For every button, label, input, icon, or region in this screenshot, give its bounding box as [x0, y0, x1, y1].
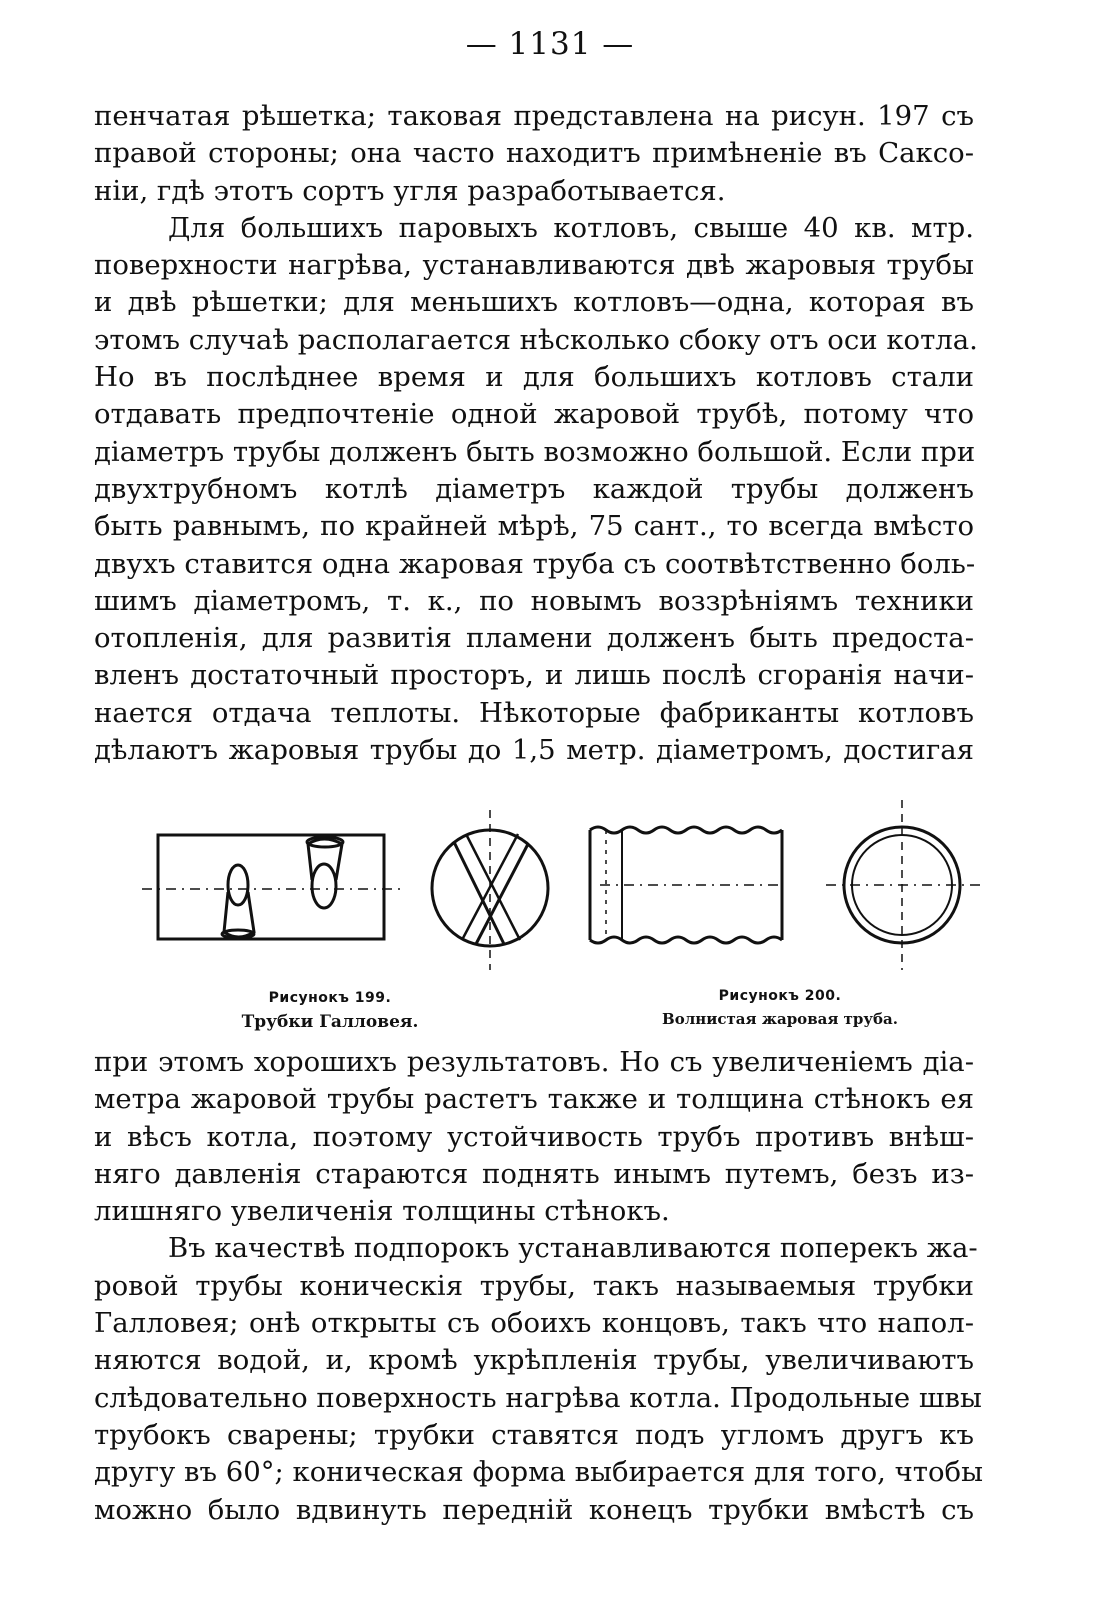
- text-line: при этомъ хорошихъ результатовъ. Но съ увеличеніемъ діа-: [94, 1046, 974, 1078]
- figure-200-title: Волнистая жаровая труба.: [662, 1010, 898, 1028]
- text-line: поверхности нагрѣва, устанавливаются двѣ жаровыя трубы: [94, 249, 974, 282]
- figure-199-cross-section: [432, 810, 548, 970]
- figure-200-number: Рисунокъ 200.: [718, 988, 842, 1004]
- text-line: отдавать предпочтеніе одной жаровой трубѣ, потому что: [94, 398, 974, 431]
- figure-199-title: Трубки Галловея.: [241, 1012, 419, 1032]
- text-line: пенчатая рѣшетка; таковая представлена на рисун. 197 съ: [94, 100, 974, 132]
- text-line: двухтрубномъ котлѣ діаметръ каждой трубы долженъ: [94, 472, 974, 505]
- text-line: метра жаровой трубы растетъ также и толщина стѣнокъ ея: [94, 1083, 974, 1116]
- figure-200-drawing: [590, 827, 782, 943]
- text-line: можно было вдвинуть передній конецъ трубки вмѣстѣ съ: [94, 1493, 974, 1526]
- text-line: ровой трубы коническія трубы, такъ называемыя трубки: [94, 1269, 974, 1302]
- text-line: діаметръ трубы долженъ быть возможно большой. Если при: [94, 435, 976, 468]
- text-line: шимъ діаметромъ, т. к., по новымъ воззрѣніямъ техники: [94, 584, 974, 617]
- text-line: этомъ случаѣ располагается нѣсколько сбоку отъ оси котла.: [94, 323, 978, 356]
- text-line: быть равнымъ, по крайней мѣрѣ, 75 сант., то всегда вмѣсто: [94, 510, 974, 543]
- figure-199-drawing: [142, 835, 400, 939]
- body-text-top: [94, 98, 978, 769]
- text-line: дѣлаютъ жаровыя трубы до 1,5 метр. діаметромъ, достигая: [94, 734, 974, 767]
- text-line: вленъ достаточный просторъ, и лишь послѣ сгоранія начи-: [94, 659, 974, 692]
- figures-illustration: [120, 800, 1000, 1000]
- text-line: Въ качествѣ подпорокъ устанавливаются поперекъ жа-: [168, 1232, 978, 1265]
- text-line: и двѣ рѣшетки; для меньшихъ котловъ—одна, которая въ: [94, 286, 974, 319]
- text-line: трубокъ сварены; трубки ставятся подъ угломъ другъ къ: [94, 1418, 974, 1451]
- body-text-bottom: [94, 1044, 983, 1529]
- caption-figure-199: [200, 990, 460, 1032]
- caption-figure-200: [620, 988, 940, 1028]
- text-line: отопленія, для развитія пламени долженъ быть предоста-: [94, 622, 974, 655]
- text-line: няго давленія стараются поднять инымъ путемъ, безъ из-: [94, 1157, 974, 1190]
- page-number: — 1131 —: [465, 26, 635, 62]
- text-line: Для большихъ паровыхъ котловъ, свыше 40 кв. мтр.: [168, 211, 974, 244]
- text-line: и вѣсъ котла, поэтому устойчивость трубъ противъ внѣш-: [94, 1120, 974, 1153]
- galloway-tube-side-view: [158, 835, 384, 939]
- text-line: слѣдовательно поверхность нагрѣва котла. Продольные швы: [94, 1381, 982, 1414]
- text-line: Галловея; онѣ открыты съ обоихъ концовъ, такъ что напол-: [94, 1307, 974, 1340]
- figure-200-cross-section: [826, 800, 980, 970]
- figure-199-number: Рисунокъ 199.: [268, 990, 392, 1006]
- text-line: двухъ ставится одна жаровая труба съ соотвѣтственно боль-: [94, 547, 976, 580]
- text-line: Но въ послѣднее время и для большихъ котловъ стали: [94, 361, 974, 394]
- text-line: нается отдача теплоты. Нѣкоторые фабриканты котловъ: [94, 696, 974, 729]
- text-line: лишняго увеличенія толщины стѣнокъ.: [94, 1195, 670, 1228]
- text-line: няются водой, и, кромѣ укрѣпленія трубы, увеличиваютъ: [94, 1344, 974, 1377]
- text-line: другу въ 60°; коническая форма выбирается для того, чтобы: [94, 1456, 983, 1489]
- text-line: ніи, гдѣ этотъ сортъ угля разработывается.: [94, 174, 726, 207]
- text-line: правой стороны; она часто находитъ примѣненіе въ Саксо-: [94, 137, 974, 170]
